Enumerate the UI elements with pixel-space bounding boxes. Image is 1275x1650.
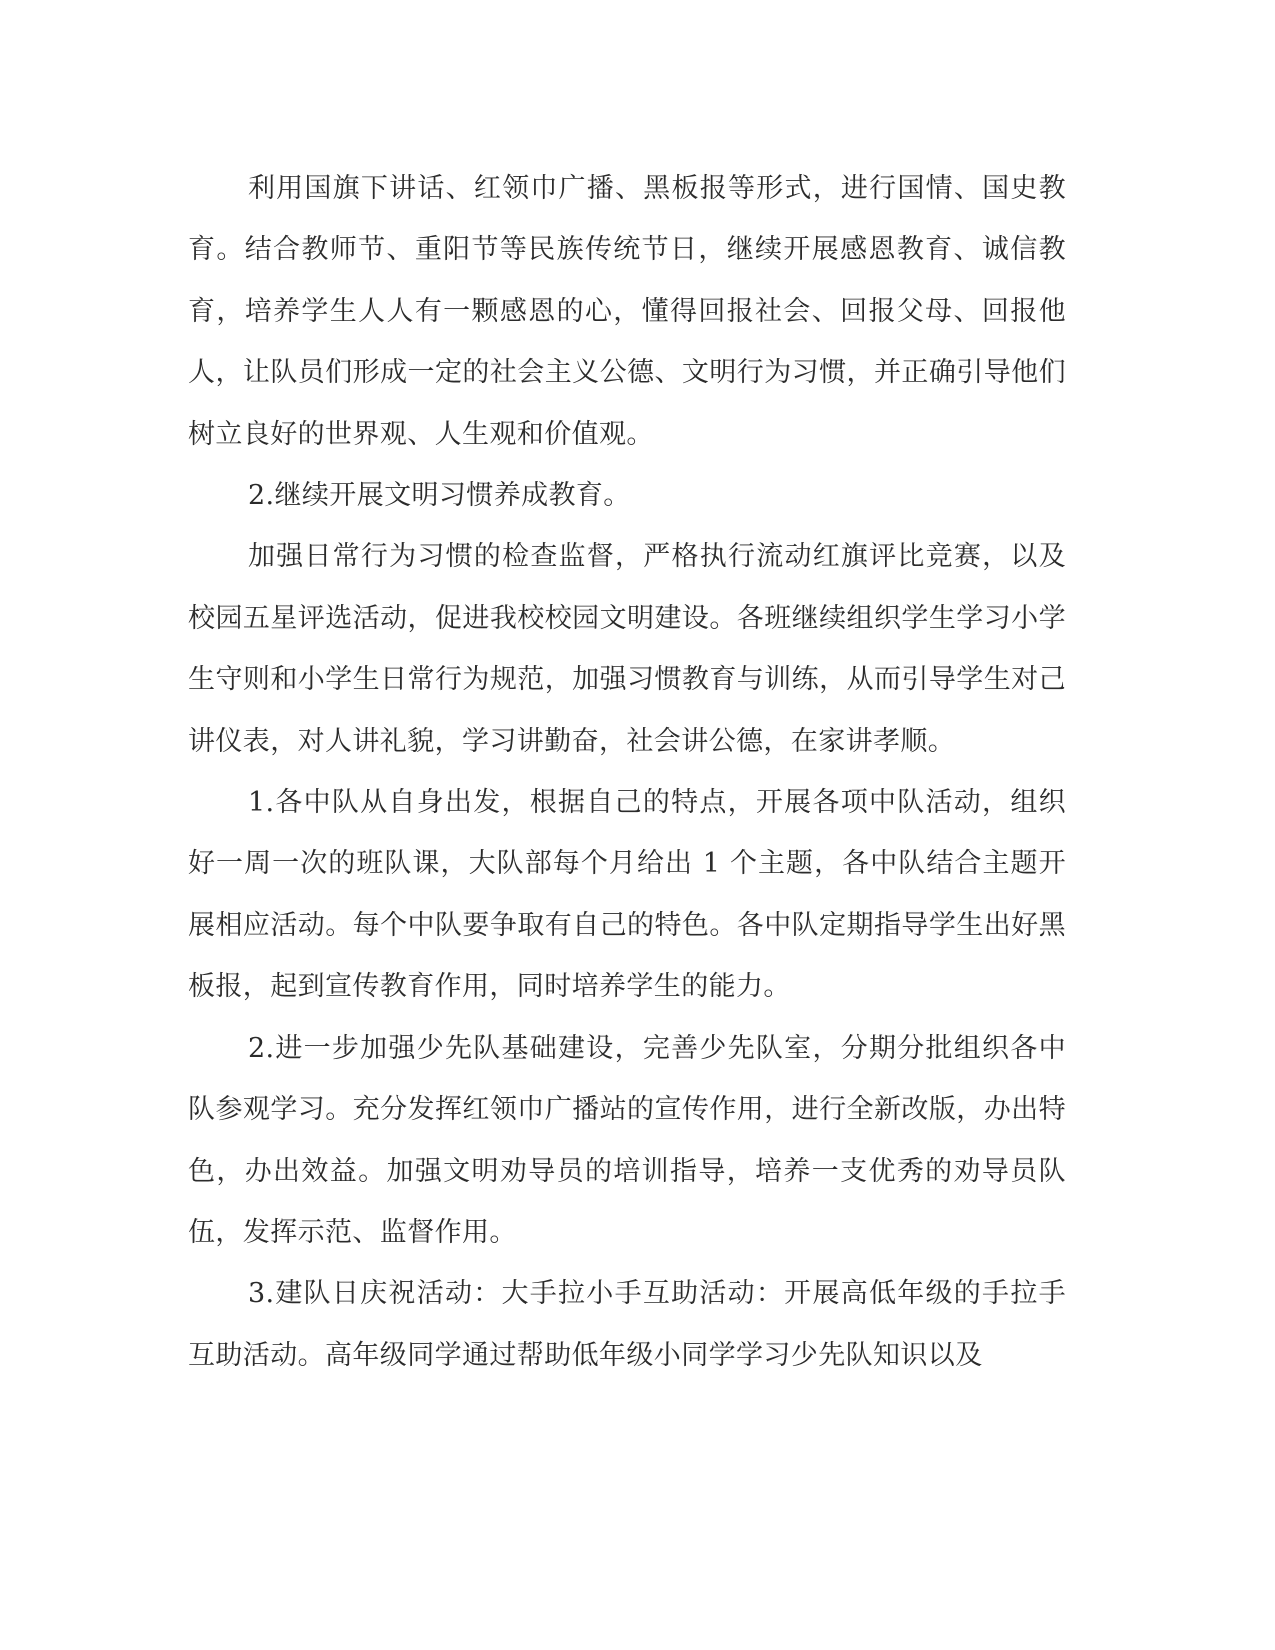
paragraph-squad-activities: 1.各中队从自身出发，根据自己的特点，开展各项中队活动，组织好一周一次的班队课，大队部每个月给出 1 个主题，各中队结合主题开展相应活动。每个中队要争取有自己的特色。各中队定期指导学生出好黑板报，起到宣传教育作用，同时培养学生的能力。: [188, 787, 1066, 1003]
paragraph-habit-heading: 2.继续开展文明习惯养成教育。: [247, 480, 631, 512]
paragraph-pioneer-construction: 2.进一步加强少先队基础建设，完善少先队室，分期分批组织各中队参观学习。充分发挥红领巾广播站的宣传作用，进行全新改版，办出特色，办出效益。加强文明劝导员的培训指导，培养一支优秀的劝导员队伍，发挥示范、监督作用。: [188, 1032, 1066, 1248]
paragraph-national-education: 利用国旗下讲话、红领巾广播、黑板报等形式，进行国情、国史教育。结合教师节、重阳节等民族传统节日，继续开展感恩教育、诚信教育，培养学生人人有一颗感恩的心，懂得回报社会、回报父母、回报他人，让队员们形成一定的社会主义公德、文明行为习惯，并正确引导他们树立良好的世界观、人生观和价值观。: [188, 173, 1066, 450]
paragraph-behavior-supervision: 加强日常行为习惯的检查监督，严格执行流动红旗评比竞赛，以及校园五星评选活动，促进我校校园文明建设。各班继续组织学生学习小学生守则和小学生日常行为规范，加强习惯教育与训练，从而引导学生对己讲仪表，对人讲礼貌，学习讲勤奋，社会讲公德，在家讲孝顺。: [188, 541, 1066, 757]
document-body: [188, 158, 1066, 1386]
paragraph-founding-day: 3.建队日庆祝活动：大手拉小手互助活动：开展高低年级的手拉手互助活动。高年级同学通过帮助低年级小同学学习少先队知识以及: [188, 1278, 1066, 1371]
